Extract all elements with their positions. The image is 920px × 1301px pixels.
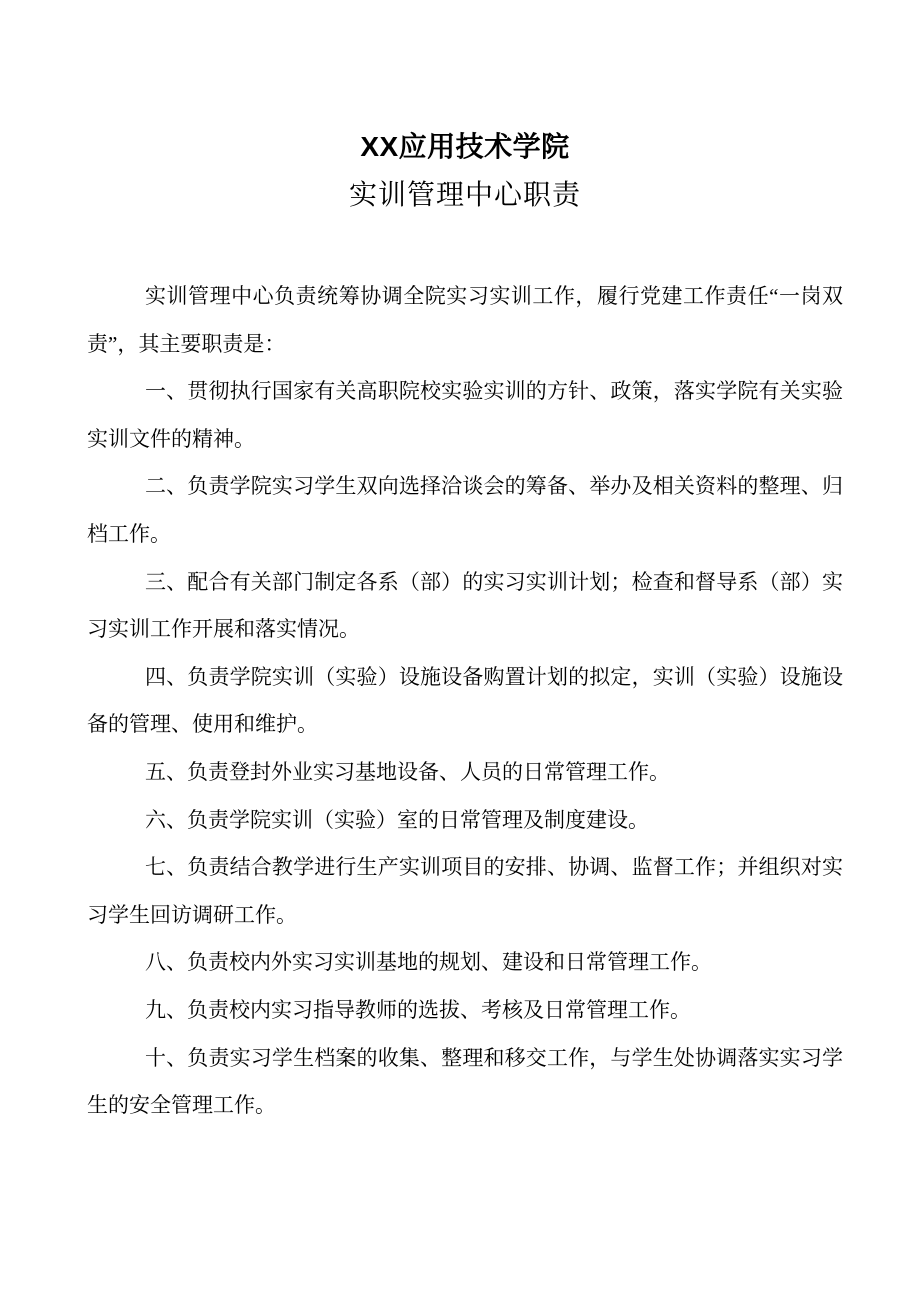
paragraph: 一、贯彻执行国家有关高职院校实验实训的方针、政策，落实学院有关实验实训文件的精神。: [87, 379, 843, 451]
paragraph: 九、负责校内实习指导教师的选拔、考核及日常管理工作。: [145, 997, 691, 1022]
title-text: 应用技术学院: [398, 132, 570, 163]
paragraph: 十、负责实习学生档案的收集、整理和移交工作，与学生处协调落实实习学生的安全管理工作。: [87, 1045, 843, 1118]
paragraph: 八、负责校内外实习实训基地的规划、建设和日常管理工作。: [145, 950, 712, 975]
paragraph: 三、配合有关部门制定各系（部）的实习实训计划；检查和督导系（部）实习实训工作开展和落实情况。: [87, 569, 843, 642]
paragraph: 六、负责学院实训（实验）室的日常管理及制度建设。: [145, 807, 649, 832]
paragraph: 七、负责结合教学进行生产实训项目的安排、协调、监督工作；并组织对实习学生回访调研工作。: [87, 855, 843, 927]
document-body: [87, 273, 843, 1130]
paragraph: 实训管理中心负责统筹协调全院实习实训工作，履行党建工作责任“一岗双责”，其主要职责是：: [87, 284, 843, 356]
title-prefix: XX: [360, 131, 399, 162]
document-subtitle: 实训管理中心职责: [348, 180, 581, 211]
paragraph: 四、负责学院实训（实验）设施设备购置计划的拟定，实训（实验）设施设备的管理、使用和维护。: [87, 664, 843, 737]
document-title: [87, 123, 843, 172]
paragraph: 二、负责学院实习学生双向选择洽谈会的筹备、举办及相关资料的整理、归档工作。: [87, 474, 843, 546]
paragraph: 五、负责登封外业实习基地设备、人员的日常管理工作。: [145, 759, 670, 784]
